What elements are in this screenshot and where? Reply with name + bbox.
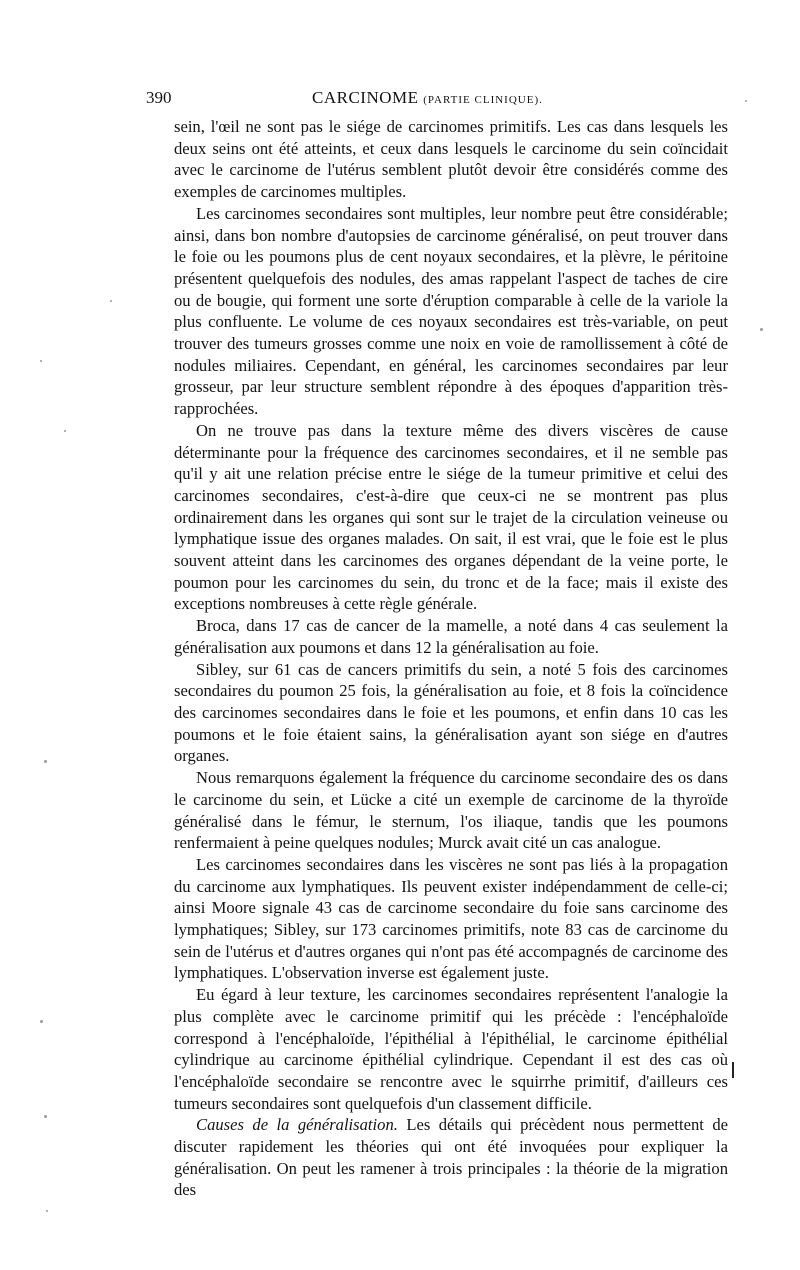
paragraph: On ne trouve pas dans la texture même des divers viscères de cause déterminante pour la fréquence des carcinomes secondaires, et il ne semble pas qu'il y ait une relation précise entre le siége de la tumeur primitive et celui des carcinomes secondaires, c'est-à-dire que ceux-ci ne se montrent pas plus ordinairement dans les organes qui sont sur le trajet de la circulation veineuse ou lymphatique issue des organes malades. On sait, il est vrai, que le foie est le plus souvent atteint dans les carcinomes des organes dépendant de la veine porte, le poumon pour les carcinomes du sein, du tronc et de la face; mais il existe des exceptions nombreuses à cette règle générale. [174, 420, 728, 614]
section-heading: Causes de la généralisation. [196, 1115, 398, 1135]
paragraph: Les carcinomes secondaires sont multiples, leur nombre peut être considérable; ainsi, dans bon nombre d'autopsies de carcinome généralisé, on peut trouver dans le foie ou les poumons plus de cent noyaux secondaires, et la plèvre, le péritoine présentent quelquefois des nodules, des amas rappelant l'aspect de taches de cire ou de bougie, qui forment une sorte d'éruption comparable à celle de la variole la plus confluente. Le volume de ces noyaux secondaires est très-variable, on peut trouver des tumeurs grosses comme une noix en voie de ramollissement à côté de nodules miliaires. Cependant, en général, les carcinomes secondaires par leur grosseur, par leur structure semblent répondre à des époques d'apparition très-rapprochées. [174, 203, 728, 419]
scan-speck [760, 328, 763, 331]
running-title-sub: (PARTIE CLINIQUE). [423, 94, 543, 106]
scan-speck [40, 1020, 43, 1023]
paragraph: Eu égard à leur texture, les carcinomes secondaires représentent l'analogie la plus complète avec le carcinome primitif qui les précède : l'encéphaloïde correspond à l'encéphaloïde, l'épithélial à l'épithélial, le carcinome épithélial cylindrique au carcinome épithélial cylindrique. Cependant il est des cas où l'encéphaloïde secondaire se rencontre avec le squirrhe primitif, d'ailleurs ces tumeurs secondaires sont quelquefois d'un classement difficile. [174, 985, 728, 1113]
page-number: 390 [146, 88, 172, 107]
scan-speck [64, 430, 66, 432]
paragraph: Sibley, sur 61 cas de cancers primitifs du sein, a noté 5 fois des carcinomes secondaires du poumon 25 fois, la généralisation au foie, et 8 fois la coïncidence des carcinomes secondaires dans le foie et les poumons, et enfin dans 10 cas les poumons et le foie étaient sains, la généralisation ayant son siége en d'autres organes. [174, 659, 728, 766]
scan-speck [44, 760, 47, 763]
paragraph: Les carcinomes secondaires dans les viscères ne sont pas liés à la propagation du carcinome aux lymphatiques. Ils peuvent exister indépendamment de celle-ci; ainsi Moore signale 43 cas de carcinome secondaire du foie sans carcinome des lymphatiques; Sibley, sur 173 carcinomes primitifs, note 83 cas de carcinome du sein de l'utérus et d'autres organes qui n'ont pas été accompagnés de carcinome des lymphatiques. L'observation inverse est également juste. [174, 854, 728, 983]
body-text [174, 116, 728, 1201]
stray-mark [732, 1062, 734, 1078]
paragraph-causes [174, 1114, 728, 1201]
paragraph: Nous remarquons également la fréquence du carcinome secondaire des os dans le carcinome du sein, et Lücke a cité un exemple de carcinome de la thyroïde généralisé dans le fémur, le sternum, l'os iliaque, tandis que les poumons renfermaient à peine quelques nodules; Murck avait cité un cas analogue. [174, 768, 728, 853]
running-title-main: CARCINOME [312, 88, 419, 107]
running-title [312, 86, 543, 112]
paragraph: Broca, dans 17 cas de cancer de la mamelle, a noté dans 4 cas seulement la généralisation aux poumons et dans 12 la généralisation au foie. [174, 616, 728, 657]
scan-speck [40, 360, 42, 362]
scan-speck [44, 1115, 47, 1118]
paragraph-causes-text: Les détails qui précèdent nous permettent de discuter rapidement les théories qui ont été invoquées pour expliquer la généralisation. On peut les ramener à trois principales : la théorie de la migration des [174, 1115, 728, 1200]
scan-speck [46, 1210, 48, 1212]
scan-speck [745, 100, 747, 102]
scan-speck [110, 300, 112, 302]
running-header [146, 86, 736, 110]
paragraph: sein, l'œil ne sont pas le siége de carcinomes primitifs. Les cas dans lesquels les deux seins ont été atteints, et ceux dans lesquels le carcinome du sein coïncidait avec le carcinome de l'utérus semblent plutôt devoir être considérés comme des exemples de carcinomes multiples. [174, 117, 728, 202]
